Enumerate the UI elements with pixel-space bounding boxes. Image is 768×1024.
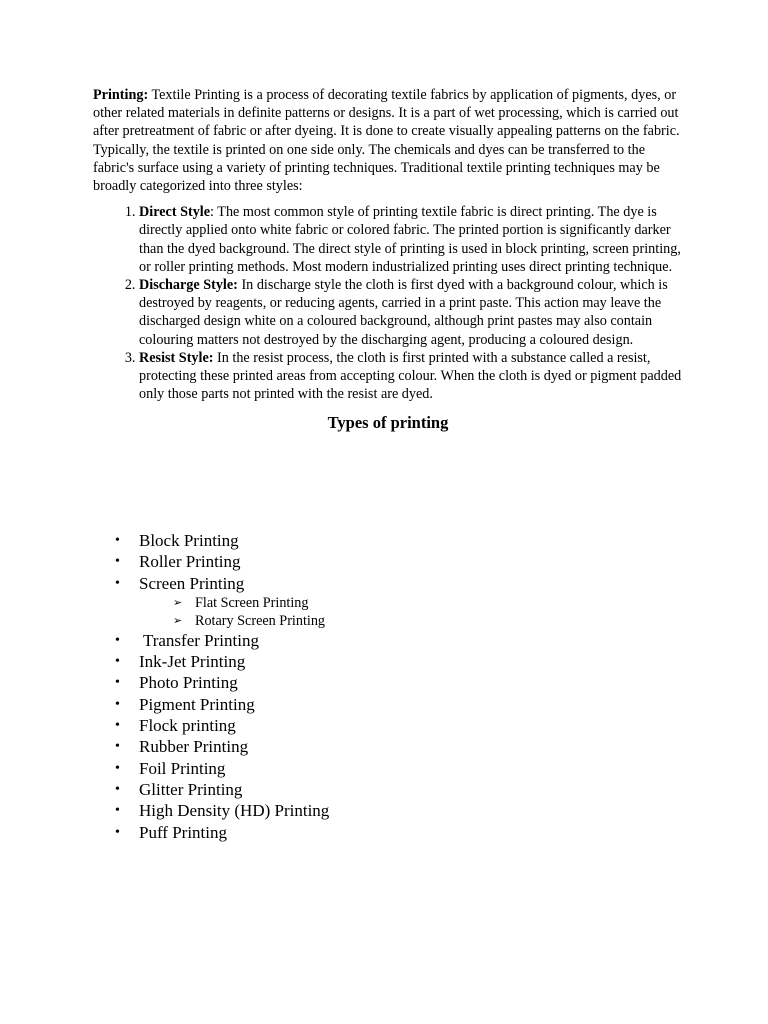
bullet-dot-icon: • bbox=[115, 533, 120, 548]
bullet-dot-icon: • bbox=[115, 575, 120, 591]
list-item bbox=[93, 822, 329, 843]
bullet-dot-icon: • bbox=[115, 632, 120, 648]
list-item bbox=[93, 779, 329, 800]
list-item-label: Puff Printing bbox=[139, 822, 228, 842]
bullet-dot-icon: • bbox=[115, 760, 120, 776]
list-item-label: Ink-Jet Printing bbox=[139, 652, 246, 672]
list-item bbox=[93, 630, 329, 651]
list-item bbox=[93, 736, 329, 757]
printing-styles-list bbox=[93, 203, 683, 403]
list-item bbox=[93, 551, 329, 572]
list-item-label: Photo Printing bbox=[139, 673, 238, 693]
list-item-label: High Density (HD) Printing bbox=[139, 801, 330, 821]
style-separator: : bbox=[210, 204, 214, 221]
list-item-label: Rubber Printing bbox=[139, 737, 249, 757]
sub-list-item bbox=[93, 594, 329, 612]
style-item-direct bbox=[139, 203, 683, 276]
list-item-label: Foil Printing bbox=[139, 758, 226, 778]
document-page bbox=[93, 86, 683, 842]
arrowhead-icon: ➢ bbox=[173, 596, 183, 609]
bullet-dot-icon: • bbox=[115, 718, 120, 734]
sub-list-item bbox=[93, 612, 329, 630]
printing-types-list bbox=[93, 530, 329, 843]
screen-subtypes-list bbox=[139, 594, 329, 630]
list-item bbox=[93, 758, 329, 779]
sub-list-item-label: Flat Screen Printing bbox=[195, 594, 309, 611]
list-item-label: Screen Printing bbox=[139, 573, 245, 593]
list-item-label: Block Printing bbox=[139, 531, 239, 550]
list-item bbox=[93, 715, 329, 736]
style-text: In discharge style the cloth is first dyed with a background colour, which is destroyed by reagents, or reducing agents, carried in a print paste. This action may leave the discharged design white on a coloured background, although print pastes may also contain colouring matters not destroyed by the discharging agent, producing a coloured design. bbox=[139, 277, 668, 348]
bullet-dot-icon: • bbox=[115, 654, 120, 670]
style-text: The most common style of printing textile fabric is direct printing. The dye is directly applied onto white fabric or colored fabric. The printed portion is significantly darker than the dyed background. The direct style of printing is used in block printing, screen printing, or roller printing methods. Most modern industrialized printing uses direct printing technique. bbox=[139, 204, 681, 275]
sub-list-item-label: Rotary Screen Printing bbox=[195, 612, 326, 629]
bullet-dot-icon: • bbox=[115, 803, 120, 819]
bullet-dot-icon: • bbox=[115, 739, 120, 755]
list-item bbox=[93, 573, 329, 630]
bullet-dot-icon: • bbox=[115, 781, 120, 797]
bullet-dot-icon: • bbox=[115, 824, 120, 840]
list-item bbox=[93, 530, 329, 551]
intro-text: Textile Printing is a process of decorating textile fabrics by application of pigments, dyes, or other related materials in definite patterns or designs. It is a part of wet processing, which is carried out after pretreatment of fabric or after dyeing. It is done to create visually appealing patterns on the fabric. Typically, the textile is printed on one side only. The chemicals and dyes can be transferred to the fabric's surface using a variety of printing techniques. Traditional textile printing techniques may be broadly categorized into three styles: bbox=[93, 87, 680, 195]
list-item-label: Roller Printing bbox=[139, 552, 241, 572]
intro-paragraph bbox=[93, 86, 683, 195]
types-heading: Types of printing bbox=[327, 413, 449, 433]
list-item bbox=[93, 800, 329, 821]
list-item-label: Flock printing bbox=[139, 716, 236, 736]
style-item-discharge bbox=[139, 276, 683, 349]
list-item-label: Glitter Printing bbox=[139, 779, 243, 799]
bullet-dot-icon: • bbox=[115, 554, 120, 570]
bullet-dot-icon: • bbox=[115, 675, 120, 691]
style-item-resist bbox=[139, 349, 683, 404]
intro-label: Printing: bbox=[93, 87, 149, 103]
list-item-label: Pigment Printing bbox=[139, 694, 255, 714]
list-item bbox=[93, 694, 329, 715]
list-item-label: Transfer Printing bbox=[139, 630, 259, 650]
arrowhead-icon: ➢ bbox=[173, 614, 183, 627]
bullet-dot-icon: • bbox=[115, 696, 120, 712]
style-term: Resist Style: bbox=[139, 349, 214, 366]
list-item bbox=[93, 672, 329, 693]
list-item bbox=[93, 651, 329, 672]
style-text: In the resist process, the cloth is first printed with a substance called a resist, protecting these printed areas from accepting colour. When the cloth is dyed or pigment padded only those parts not printed with the resist are dyed. bbox=[139, 349, 682, 403]
style-term: Direct Style bbox=[139, 204, 211, 221]
style-term: Discharge Style: bbox=[139, 277, 238, 294]
